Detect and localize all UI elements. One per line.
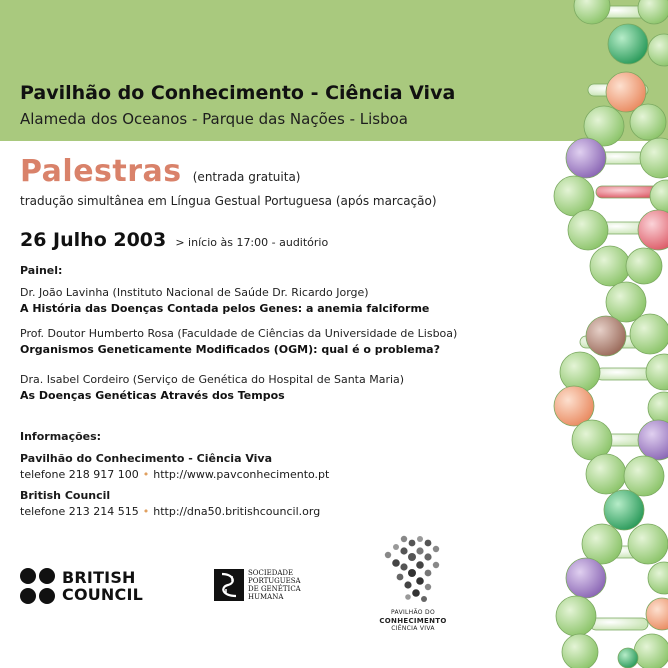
spgh-wordmark: SOCIEDADE PORTUGUESA DE GENÉTICA HUMANA (248, 569, 301, 601)
talks-title: Palestras (20, 154, 182, 189)
event-date (20, 229, 328, 251)
contact-item (20, 488, 320, 520)
pavilhao-logo (378, 535, 448, 633)
dna-sphere (630, 314, 668, 354)
dna-sphere (650, 180, 668, 212)
dna-sphere (638, 210, 668, 250)
dna-sphere (648, 562, 668, 594)
bullet-separator: • (142, 468, 150, 481)
pavilhao-wordmark: PAVILHÃO DO CONHECIMENTO CIÊNCIA VIVA (379, 609, 447, 632)
contact-item (20, 451, 329, 483)
venue-name: Pavilhão do Conhecimento - Ciência Viva (20, 82, 456, 104)
contact-name: Pavilhão do Conhecimento - Ciência Viva (20, 452, 273, 465)
dna-sphere (566, 138, 606, 178)
talks-heading (20, 154, 301, 189)
dna-sphere (634, 634, 668, 668)
dna-sphere (604, 490, 644, 530)
dna-sphere (574, 0, 610, 24)
date-text: 26 Julho 2003 (20, 229, 167, 251)
dna-sphere (646, 354, 668, 390)
speaker-talk: A História das Doenças Contada pelos Genes: a anemia falciforme (20, 302, 430, 315)
contact-url[interactable]: http://dna50.britishcouncil.org (153, 505, 321, 518)
dna-sphere (648, 392, 668, 424)
speaker-item (20, 285, 429, 317)
dna-sphere (568, 210, 608, 250)
british-council-wordmark: BRITISH COUNCIL (62, 568, 144, 604)
info-heading: Informações: (20, 430, 102, 443)
talks-note: (entrada gratuita) (192, 170, 301, 184)
dna-helix-illustration (540, 0, 668, 668)
british-council-dots-icon (20, 568, 56, 604)
pavilhao-hexagon-icon (380, 535, 446, 605)
speaker-talk: Organismos Geneticamente Modificados (OGM): qual é o problema? (20, 343, 440, 356)
panel-heading: Painel: (20, 264, 63, 277)
dna-sphere (586, 316, 626, 356)
dna-sphere (560, 352, 600, 392)
dna-sphere (640, 138, 668, 178)
speaker-item (20, 372, 404, 404)
date-details: > início às 17:00 - auditório (175, 236, 329, 249)
dna-sphere (586, 454, 626, 494)
dna-sphere (590, 246, 630, 286)
dna-sphere (556, 596, 596, 636)
venue-block (20, 82, 455, 128)
dna-sphere (562, 634, 598, 668)
translation-note: tradução simultânea em Língua Gestual Portuguesa (após marcação) (20, 194, 437, 208)
dna-sphere (638, 420, 668, 460)
british-council-logo (20, 568, 143, 604)
speaker-talk: As Doenças Genéticas Através dos Tempos (20, 389, 285, 402)
speaker-item (20, 326, 457, 358)
dna-sphere (618, 648, 638, 668)
dna-sphere (630, 104, 666, 140)
contact-name: British Council (20, 489, 111, 502)
dna-sphere (608, 24, 648, 64)
dna-sphere (606, 282, 646, 322)
dna-sphere (566, 558, 606, 598)
bullet-separator: • (142, 505, 150, 518)
dna-sphere (638, 0, 668, 24)
speaker-name: Dra. Isabel Cordeiro (Serviço de Genética do Hospital de Santa Maria) (20, 373, 405, 386)
contact-line (20, 467, 329, 483)
speaker-name: Prof. Doutor Humberto Rosa (Faculdade de Ciências da Universidade de Lisboa) (20, 327, 458, 340)
dna-sphere (646, 598, 668, 630)
spgh-logo (214, 569, 301, 601)
venue-address: Alameda dos Oceanos - Parque das Nações - Lisboa (20, 110, 408, 128)
speaker-name: Dr. João Lavinha (Instituto Nacional de Saúde Dr. Ricardo Jorge) (20, 286, 369, 299)
contact-url[interactable]: http://www.pavconhecimento.pt (153, 468, 330, 481)
contact-phone: telefone 218 917 100 (20, 468, 139, 481)
contact-phone: telefone 213 214 515 (20, 505, 139, 518)
spgh-mark-icon (214, 569, 244, 601)
dna-sphere (648, 34, 668, 66)
contact-line (20, 504, 320, 520)
dna-sphere (626, 248, 662, 284)
dna-sphere (628, 524, 668, 564)
dna-sphere (624, 456, 664, 496)
